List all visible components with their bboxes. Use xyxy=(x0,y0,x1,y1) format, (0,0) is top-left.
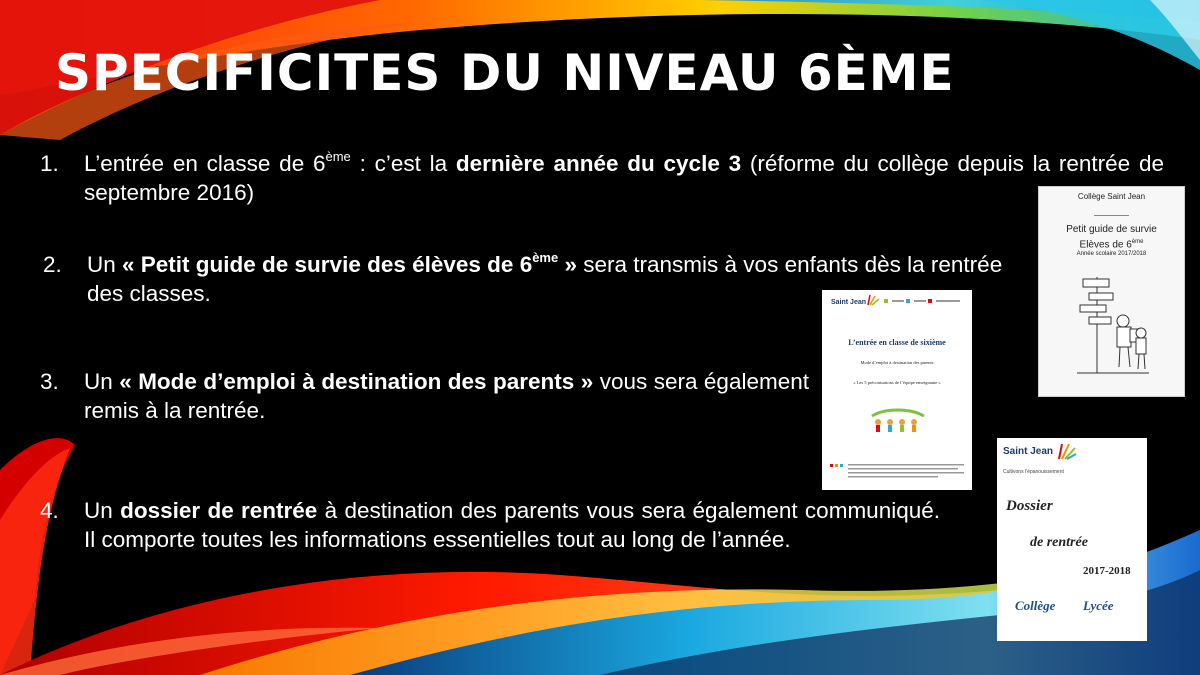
superscript: ème xyxy=(1131,239,1144,245)
guide-school: Collège Saint Jean xyxy=(1077,192,1146,201)
list-item-4 xyxy=(40,496,940,554)
logo-rays-icon xyxy=(866,294,880,306)
item-text: L’entrée en classe de 6 xyxy=(84,151,326,176)
children-illustration-icon xyxy=(870,408,926,434)
dossier-title-line1: Dossier xyxy=(1006,498,1053,514)
item-bold: « Mode d’emploi à destination des parents » xyxy=(119,369,594,394)
footer-address-icon xyxy=(830,462,964,480)
parents-guide-subtitle: Mode d’emploi à destination des parents xyxy=(860,360,934,365)
slide-title: SPECIFICITES DU NIVEAU 6ÈME xyxy=(55,44,955,102)
divider xyxy=(1094,215,1129,216)
item-number: 2. xyxy=(43,252,62,277)
logo-rays-icon xyxy=(1057,442,1077,460)
guide-year: Année scolaire 2017/2018 xyxy=(1076,251,1147,257)
item-bold: dernière année du cycle 3 xyxy=(455,151,742,176)
dossier-year: 2017-2018 xyxy=(1083,565,1131,577)
parents-guide-title: L’entrée en classe de sixième xyxy=(848,338,946,347)
item-text: : c’est la xyxy=(350,151,456,176)
parents-guide-subtitle-2: « Les 5 préconisations de l’équipe enseignante » xyxy=(853,380,941,385)
item-text: Un xyxy=(84,498,121,523)
guide-cover-image xyxy=(1039,187,1184,396)
dossier-label-lycee: Lycée xyxy=(1083,598,1114,613)
logo-tagline: Cultivons l’épanouissement xyxy=(1003,469,1064,475)
item-text: Un xyxy=(87,252,123,277)
item-number: 1. xyxy=(40,151,59,176)
dossier-label-college: Collège xyxy=(1015,598,1056,613)
signpost-illustration-icon xyxy=(1075,269,1151,381)
superscript: ème xyxy=(325,149,351,164)
dossier-title-line2: de rentrée xyxy=(1030,535,1088,550)
item-number: 3. xyxy=(40,369,59,394)
item-text: (réforme du collège depuis la rentrée de septembre 2016) xyxy=(84,151,1164,205)
item-bold: « Petit guide de survie des élèves de 6 xyxy=(122,252,533,277)
guide-title xyxy=(1039,224,1184,251)
guide-title-line2: Elèves de 6 xyxy=(1079,239,1132,251)
school-logo: Saint Jean xyxy=(1003,446,1054,457)
superscript: ème xyxy=(532,250,559,265)
dossier-cover-image xyxy=(997,438,1147,641)
school-logo: Saint Jean xyxy=(831,299,867,306)
parents-guide-cover-image xyxy=(822,290,972,490)
item-number: 4. xyxy=(40,498,59,523)
list-item-3 xyxy=(40,367,809,425)
item-bold: » xyxy=(558,252,577,277)
item-text: Un xyxy=(84,369,120,394)
item-bold: dossier de rentrée xyxy=(120,498,318,523)
list-item-1 xyxy=(40,149,1164,207)
item-text: à destination des parents vous sera également communiqué. Il comporte toutes les informations essentielles tout au long de l’année. xyxy=(84,498,940,552)
header-menu-icon xyxy=(884,298,964,304)
guide-title-line1: Petit guide de survie xyxy=(1066,224,1157,235)
item-text: vous sera également remis à la rentrée. xyxy=(84,369,809,423)
item-text: sera transmis à vos enfants dès la rentrée des classes. xyxy=(87,252,1003,306)
